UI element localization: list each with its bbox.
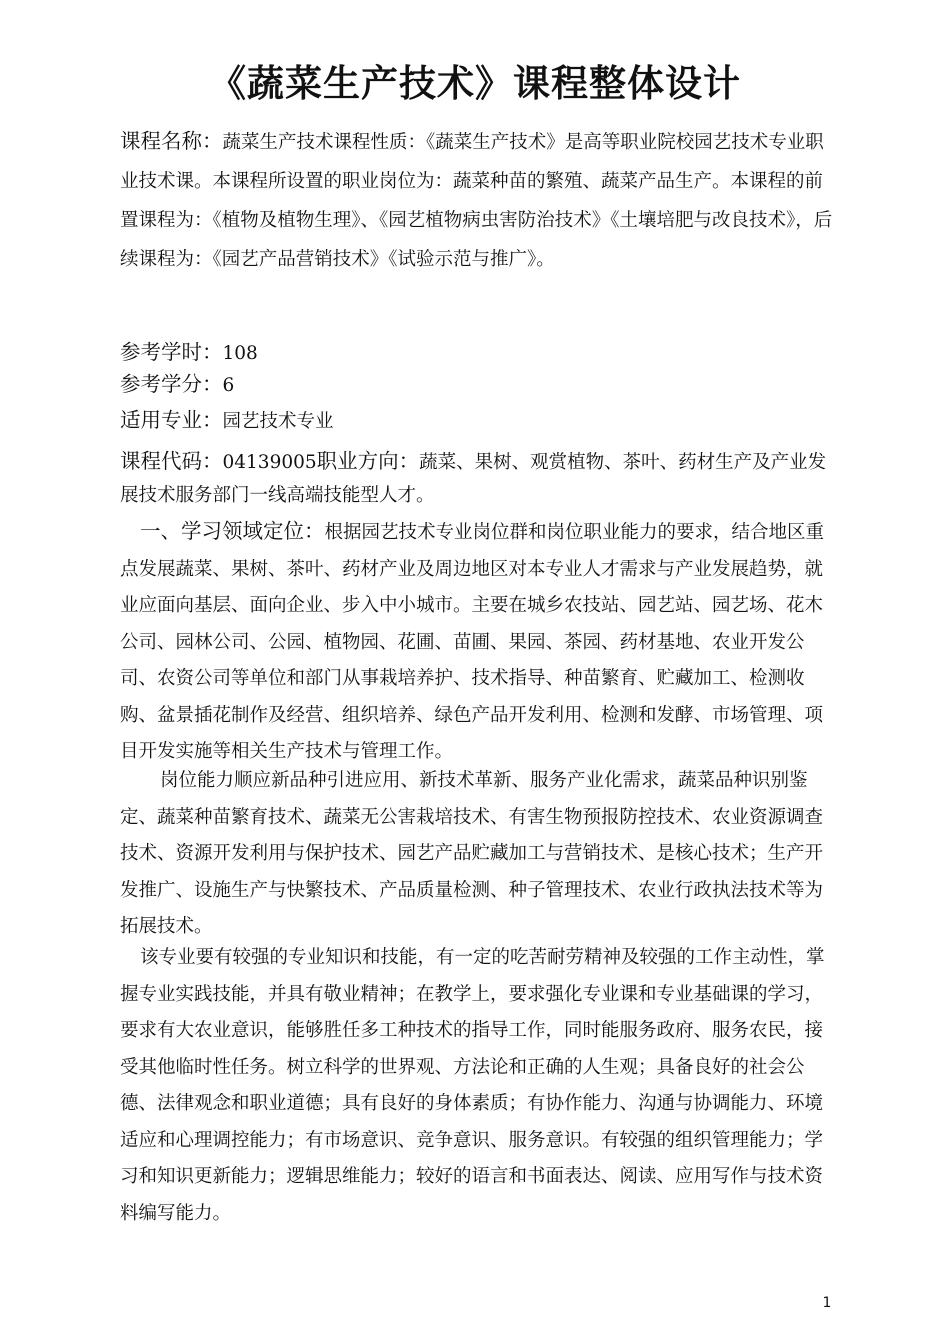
career-direction-text: 蔬菜、果树、观赏植物、茶叶、药材生产及产业发展技术服务部门一线高端技能型人才。 bbox=[120, 452, 827, 506]
course-code bbox=[120, 445, 838, 512]
section-positioning-paragraph bbox=[120, 513, 838, 771]
reference-credits-label: 参考学分： bbox=[120, 372, 223, 396]
course-code-label: 课程代码： bbox=[120, 449, 223, 473]
document-title: 《蔬菜生产技术》课程整体设计 bbox=[209, 62, 741, 105]
course-name-label: 课程名称： bbox=[120, 129, 223, 153]
reference-credits bbox=[120, 368, 838, 402]
reference-credits-value: 6 bbox=[222, 375, 235, 396]
reference-hours-value: 108 bbox=[222, 343, 258, 364]
page-number: 1 bbox=[822, 1295, 832, 1311]
applicable-major-label: 适用专业： bbox=[120, 408, 223, 432]
requirements-paragraph: 该专业要有较强的专业知识和技能，有一定的吃苦耐劳精神及较强的工作主动性，掌握专业实践技能，并具有敬业精神；在教学上，要求强化专业课和专业基础课的学习，要求有大农业意识，能够胜任多工种技术的指导工作，同时能服务政府、服务农民，接受其他临时性任务。树立科学的世界观、方法论和正确的人生观；具备良好的社会公德、法律观念和职业道德；具有良好的身体素质；有协作能力、沟通与协调能力、环境适应和心理调控能力；有市场意识、竞争意识、服务意识。有较强的组织管理能力；学习和知识更新能力；逻辑思维能力；较好的语言和书面表达、阅读、应用写作与技术资料编写能力。 bbox=[120, 947, 825, 1224]
section-heading: 一、学习领域定位： bbox=[140, 519, 325, 543]
section-positioning-text: 根据园艺技术专业岗位群和岗位职业能力的要求，结合地区重点发展蔬菜、果树、茶叶、药材产业及周边地区对本专业人才需求与产业发展趋势，就业应面向基层、面向企业、步入中小城市。主要在城乡农技站、园艺站、园艺场、花木公司、园林公司、公园、植物园、花圃、苗圃、果园、茶园、药材基地、农业开发公司、农资公司等单位和部门从事栽培养护、技术指导、种苗繁育、贮藏加工、检测收购、盆景插花制作及经营、组织培养、绿色产品开发利用、检测和发酵、市场管理、项目开发实施等相关生产技术与管理工作。 bbox=[120, 522, 825, 762]
course-code-value: 04139005 bbox=[222, 452, 317, 473]
applicable-major bbox=[120, 402, 838, 440]
course-intro bbox=[120, 122, 838, 279]
course-intro-text: 蔬菜生产技术课程性质：《蔬菜生产技术》是高等职业院校园艺技术专业职业技术课。本课程所设置的职业岗位为：蔬菜种苗的繁殖、蔬菜产品生产。本课程的前置课程为：《植物及植物生理》、《园艺植物病虫害防治技术》《土壤培肥与改良技术》，后续课程为：《园艺产品营销技术》《试验示范与推广》。 bbox=[120, 132, 833, 270]
career-direction-label: 职业方向： bbox=[316, 449, 420, 473]
reference-hours-label: 参考学时： bbox=[120, 340, 223, 364]
reference-hours bbox=[120, 336, 838, 370]
competency-paragraph: 岗位能力顺应新品种引进应用、新技术革新、服务产业化需求，蔬菜品种识别鉴定、蔬菜种苗繁育技术、蔬菜无公害栽培技术、有害生物预报防控技术、农业资源调查技术、资源开发利用与保护技术、园艺产品贮藏加工与营销技术、是核心技术；生产开发推广、设施生产与快繁技术、产品质量检测、种子管理技术、农业行政执法技术等为拓展技术。 bbox=[120, 770, 824, 937]
applicable-major-value: 园艺技术专业 bbox=[222, 411, 334, 432]
